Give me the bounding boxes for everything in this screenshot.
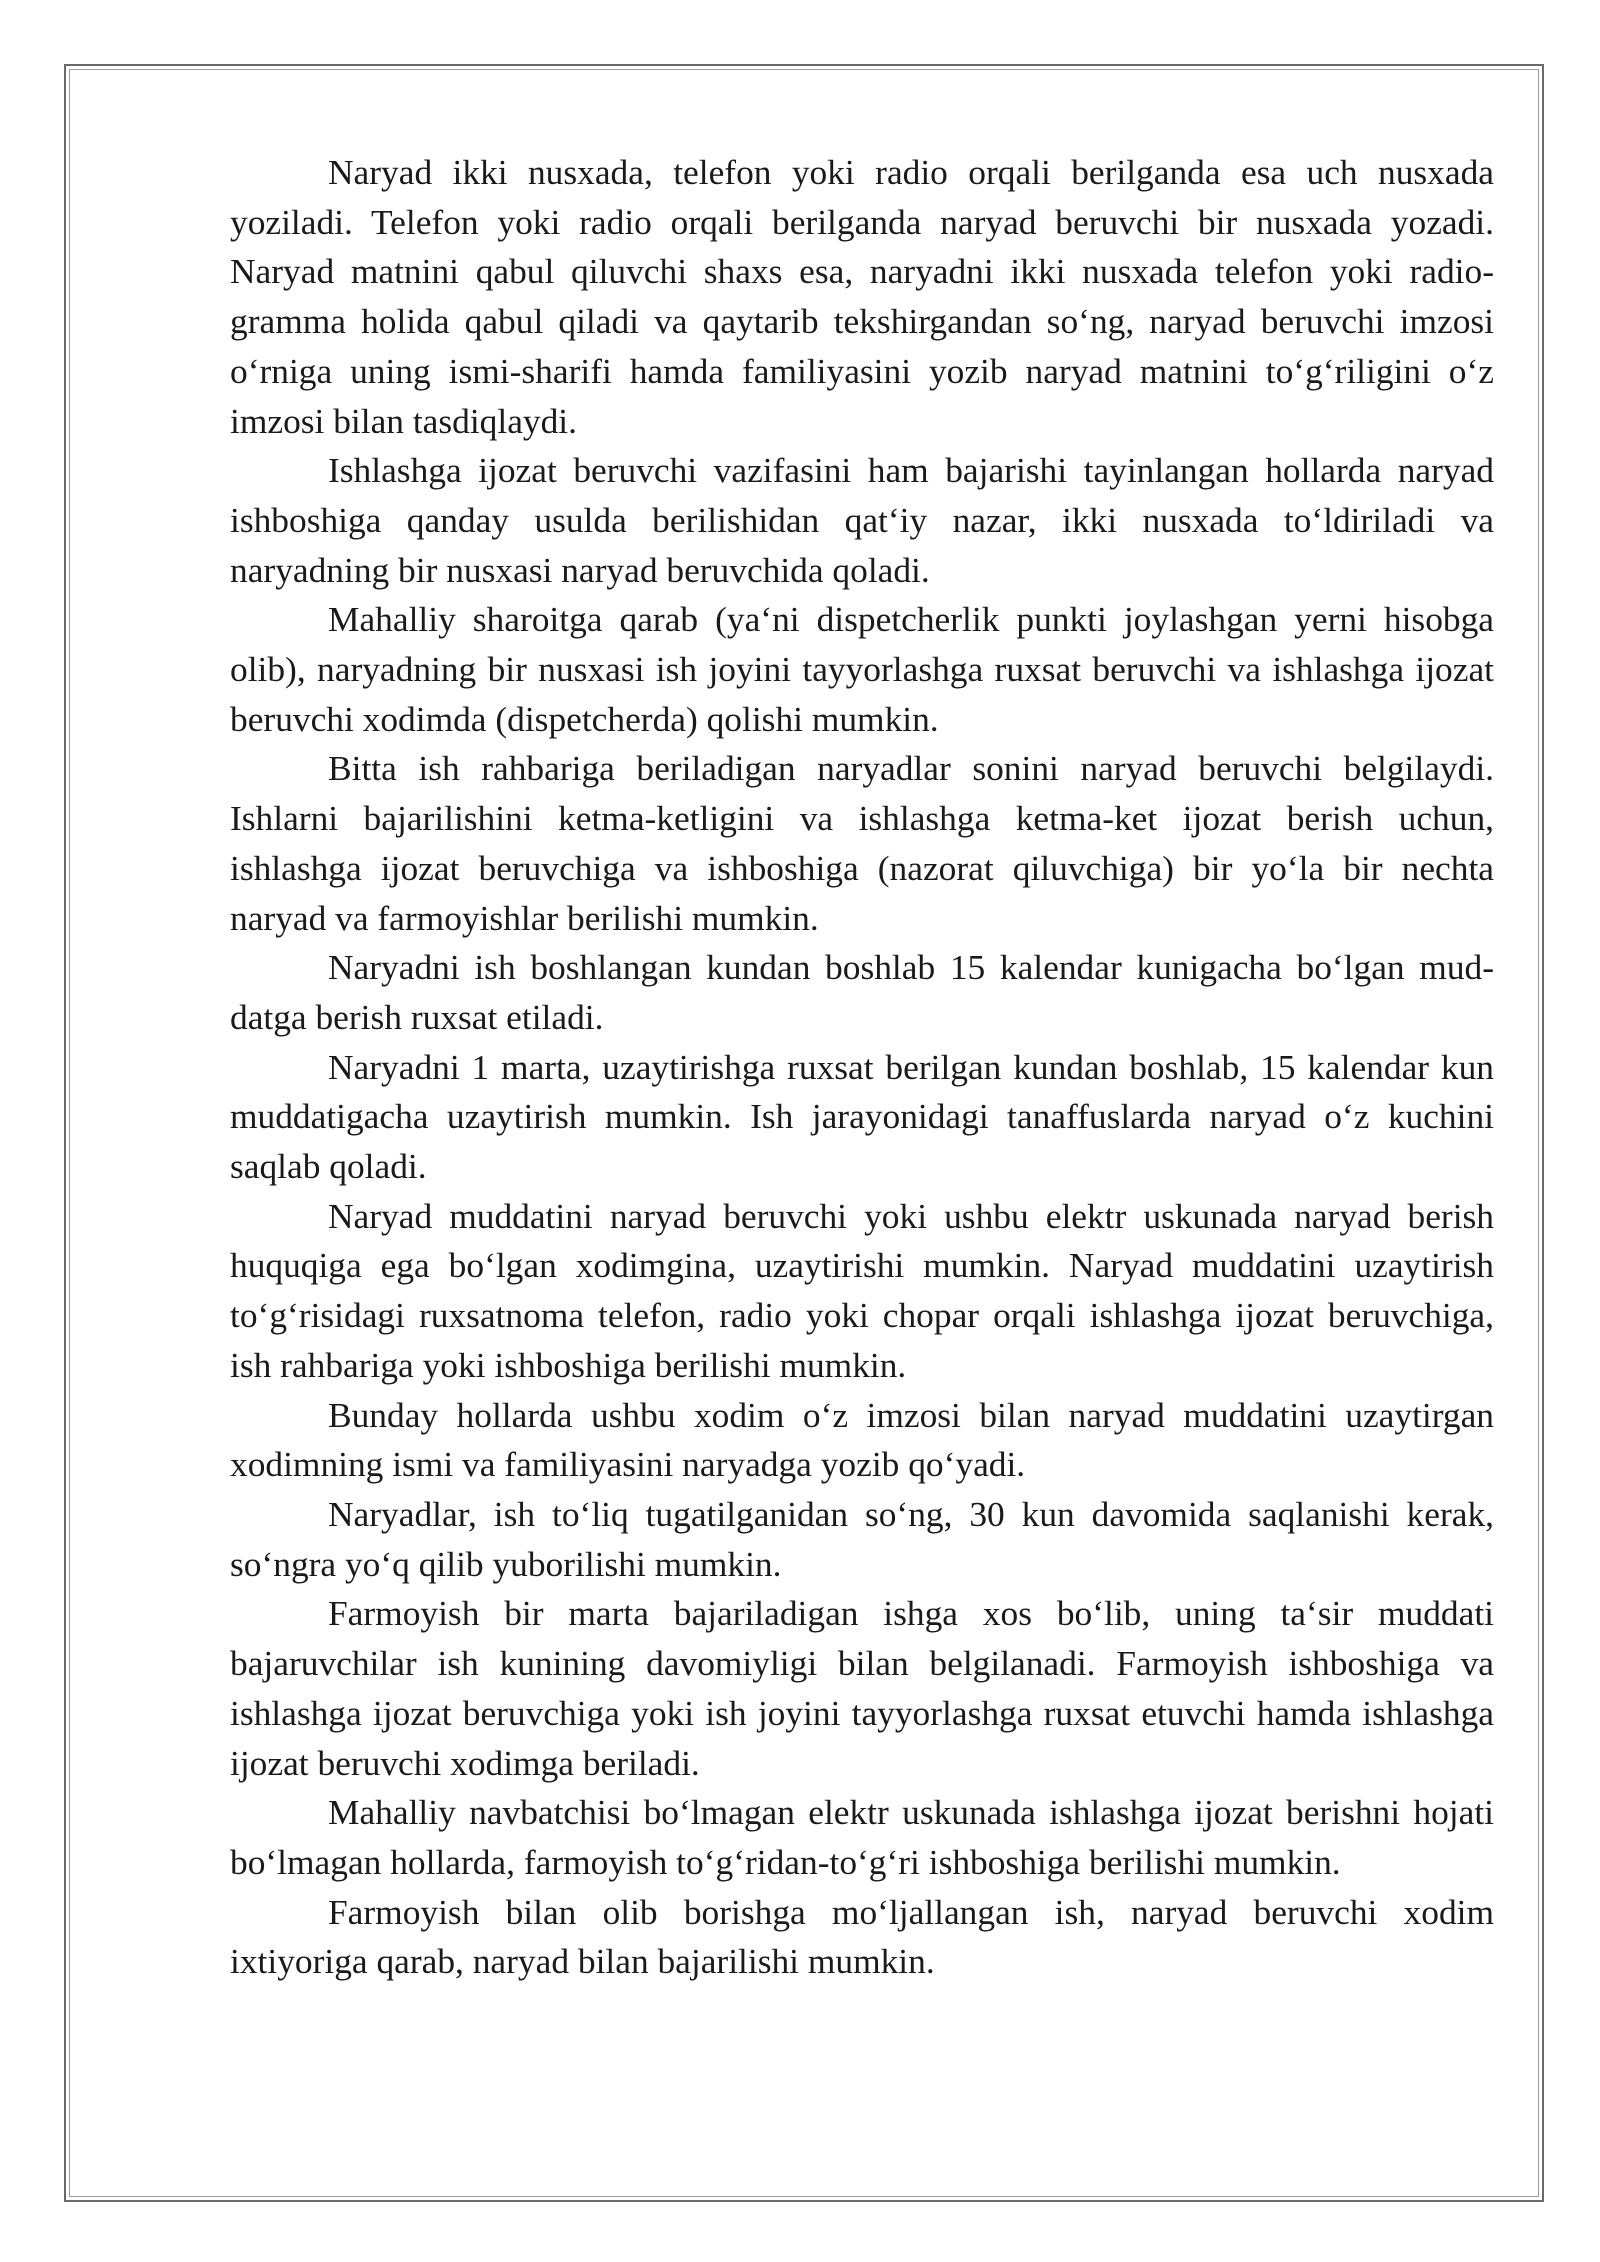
paragraph-7: Naryad muddatini naryad beruvchi yoki ushbu elektr uskunada naryad berish huquqiga ega bo‘lgan xodimgina, uzaytirishi mumkin. Naryad muddatini uzaytirish to‘g‘risidagi ruxsatnoma telefon, radio yoki chopar orqali ishlashga ijozat beruvchiga, ish rahbariga yoki ishboshiga berilishi mumkin. xyxy=(230,1195,1494,1385)
paragraph-12: Farmoyish bilan olib borishga mo‘ljallangan ish, naryad beruvchi xodim ixtiyoriga qarab, naryad bilan bajarilishi mumkin. xyxy=(230,1891,1494,1982)
paragraph-10: Farmoyish bir marta bajariladigan ishga xos bo‘lib, uning ta‘sir muddati bajaruvchilar ish kunining davomiyligi bilan belgilanadi. Farmoyish ishboshiga va ishlashga ijozat beruvchiga yoki ish joyini tayyorlashga ruxsat etuvchi hamda ishlashga ijozat beruvchi xodimga beriladi. xyxy=(230,1593,1494,1783)
paragraph-8: Bunday hollarda ushbu xodim o‘z imzosi bilan naryad muddatini uzaytirgan xodimning ismi va familiyasini naryadga yozib qo‘yadi. xyxy=(230,1394,1494,1485)
paragraph-5: Naryadni ish boshlangan kundan boshlab 15 kalendar kunigacha bo‘lgan mud-datga berish ruxsat etiladi. xyxy=(230,947,1494,1037)
paragraph-1: Naryad ikki nusxada, telefon yoki radio orqali berilganda esa uch nusxada yoziladi. Telefon yoki radio orqali berilganda naryad beruvchi bir nusxada yozadi. Naryad matnini qabul qiluvchi shaxs esa, naryadni ikki nusxada telefon yoki radio-gramma holida qabul qiladi va qaytarib tekshirgandan so‘ng, naryad beruvchi imzosi o‘rniga uning ismi-sharifi hamda familiyasini yozib naryad matnini to‘g‘riligini o‘z imzosi bilan tasdiqlaydi. xyxy=(230,152,1494,441)
paragraph-11: Mahalliy navbatchisi bo‘lmagan elektr uskunada ishlashga ijozat berishni hojati bo‘lmagan hollarda, farmoyish to‘g‘ridan-to‘g‘ri ishboshiga berilishi mumkin. xyxy=(230,1792,1494,1882)
paragraph-3: Mahalliy sharoitga qarab (ya‘ni dispetcherlik punkti joylashgan yerni hisobga olib), naryadning bir nusxasi ish joyini tayyorlashga ruxsat beruvchi va ishlashga ijozat beruvchi xodimda (dispetcherda) qolishi mumkin. xyxy=(230,599,1494,739)
paragraph-2: Ishlashga ijozat beruvchi vazifasini ham bajarishi tayinlangan hollarda naryad ishboshiga qanday usulda berilishidan qat‘iy nazar, ikki nusxada to‘ldiriladi va naryadning bir nusxasi naryad beruvchida qoladi. xyxy=(230,450,1494,590)
paragraph-9: Naryadlar, ish to‘liq tugatilganidan so‘ng, 30 kun davomida saqlanishi kerak, so‘ngra yo‘q qilib yuborilishi mumkin. xyxy=(230,1493,1494,1584)
document-body xyxy=(230,148,1494,1987)
paragraph-6: Naryadni 1 marta, uzaytirishga ruxsat berilgan kundan boshlab, 15 kalendar kun muddatigacha uzaytirish mumkin. Ish jarayonidagi tanaffuslarda naryad o‘z kuchini saqlab qoladi. xyxy=(230,1046,1494,1187)
paragraph-4: Bitta ish rahbariga beriladigan naryadlar sonini naryad beruvchi belgilaydi. Ishlarni bajarilishini ketma-ketligini va ishlashga ketma-ket ijozat berish uchun, ishlashga ijozat beruvchiga va ishboshiga (nazorat qiluvchiga) bir yo‘la bir nechta naryad va farmoyishlar berilishi mumkin. xyxy=(230,748,1494,938)
